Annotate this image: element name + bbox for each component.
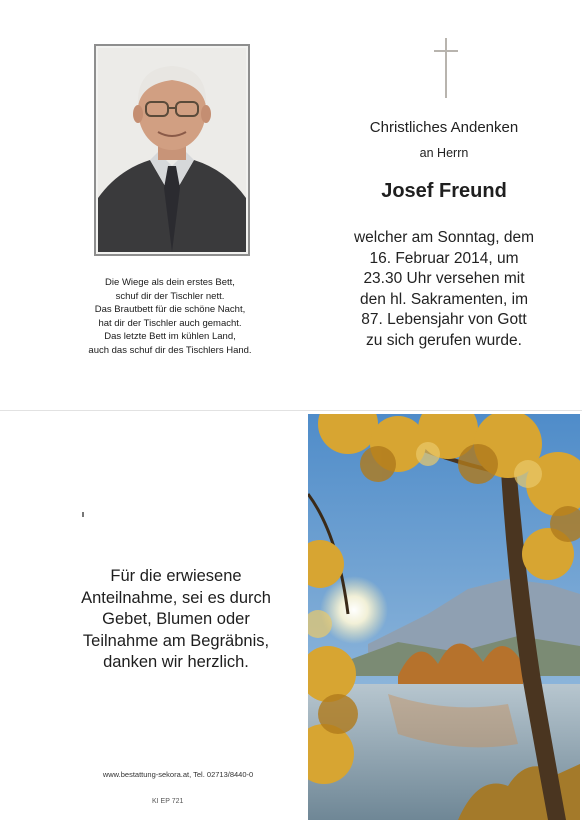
thanks-text [70, 566, 282, 674]
fold-line [0, 410, 582, 411]
announcement-panel [306, 0, 582, 408]
poem-line: hat dir der Tischler auch gemacht. [98, 317, 242, 329]
thanks-line: Anteilnahme, sei es durch [81, 588, 271, 607]
subheading: an Herrn [419, 146, 469, 160]
poem-line: schuf dir der Tischler nett. [115, 290, 225, 302]
poem-line: Die Wiege als dein erstes Bett, [105, 277, 235, 288]
heading: Christliches Andenken [369, 119, 519, 136]
thanks-line: danken wir herzlich. [103, 653, 249, 671]
notice-line: 87. Lebensjahr von Gott [361, 311, 527, 328]
thanks-line: Für die erwiesene [110, 567, 242, 585]
notice-line: 16. Februar 2014, um [369, 249, 519, 267]
notice-line: den hl. Sakramenten, im [359, 290, 528, 308]
poem-line: auch das schuf dir des Tischlers Hand. [88, 344, 252, 356]
notice-line: 23.30 Uhr versehen mit [363, 270, 525, 287]
thanks-panel [0, 414, 306, 828]
product-code: KI EP 721 [152, 798, 184, 805]
print-speck [82, 512, 84, 517]
portrait-panel [34, 0, 306, 408]
thanks-line: Gebet, Blumen oder [102, 610, 250, 628]
deceased-name: Josef Freund [381, 180, 507, 202]
autumn-lake-photo [308, 414, 580, 820]
poem-line: Das Brautbett für die schöne Nacht, [94, 304, 246, 316]
notice-line: zu sich gerufen wurde. [366, 331, 522, 349]
thanks-line: Teilnahme am Begräbnis, [82, 631, 270, 650]
portrait-photo [94, 44, 250, 256]
funeral-home-footer: www.bestattung-sekora.at, Tel. 02713/8440-0 [102, 770, 254, 779]
poem-line: Das letzte Bett im kühlen Land, [104, 331, 236, 343]
notice-line: welcher am Sonntag, dem [353, 229, 535, 246]
death-notice-text [306, 228, 582, 351]
poem [34, 276, 306, 358]
cross-icon [434, 38, 458, 98]
